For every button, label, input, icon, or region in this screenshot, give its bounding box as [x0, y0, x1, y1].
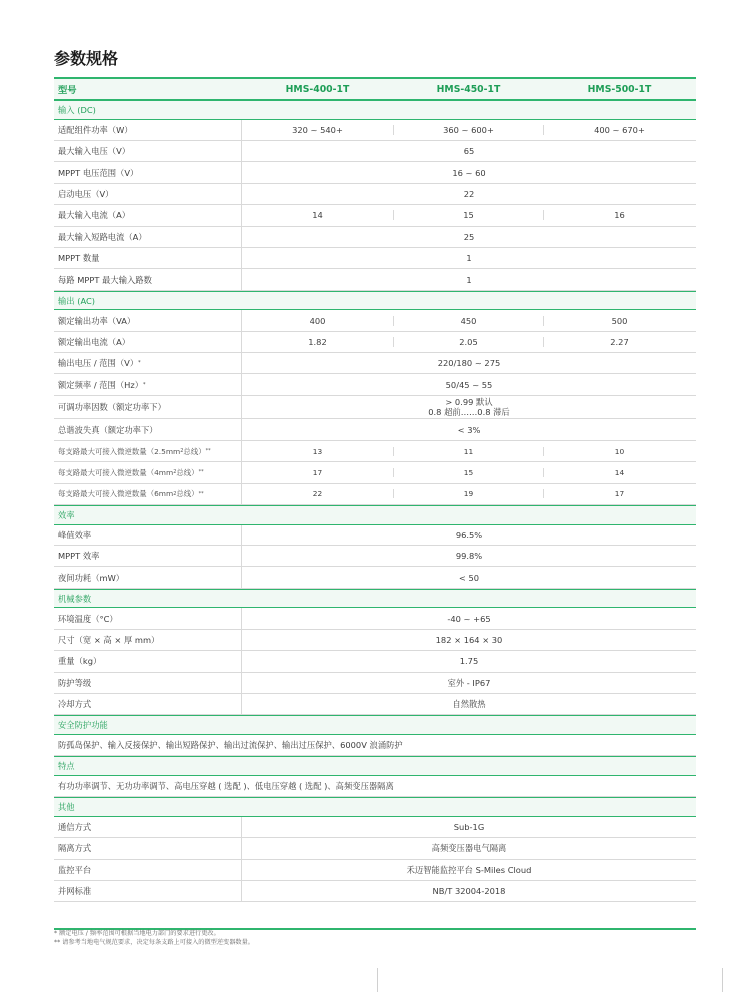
superscript: 2: [173, 469, 177, 476]
power-factor-line1: > 0.99 默认: [445, 397, 493, 408]
row-value: 16: [614, 210, 625, 221]
row-label: 并网标准: [54, 881, 242, 901]
row-value: 220/180 ~ 275: [437, 358, 501, 369]
row-value: 182 × 164 × 30: [435, 634, 503, 645]
row-value: 1: [466, 253, 472, 264]
row-label: [54, 484, 242, 504]
row-value: 17: [614, 489, 625, 499]
row-label: 冷却方式: [54, 694, 242, 714]
row-value: 2.05: [393, 337, 544, 347]
table-row: [54, 525, 696, 546]
table-row: [54, 184, 696, 205]
row-value: 14: [312, 210, 323, 221]
row-value: 22: [463, 188, 475, 199]
footnote-mark: **: [198, 469, 204, 476]
row-label-text: 总线）: [183, 446, 206, 456]
table-row: [54, 484, 696, 505]
row-label: [54, 353, 242, 373]
row-label: MPPT 数量: [54, 248, 242, 268]
superscript: 2: [180, 448, 184, 455]
model-hms-500: HMS-500-1T: [587, 83, 652, 95]
section-mechanical: [54, 589, 696, 609]
table-header-row: [54, 77, 696, 100]
row-value: 96.5%: [455, 529, 483, 540]
table-row: [54, 227, 696, 248]
row-value: 1.75: [459, 656, 479, 667]
row-label: 环境温度（°C）: [54, 608, 242, 628]
row-label: 每路 MPPT 最大输入路数: [54, 269, 242, 289]
table-row: [54, 419, 696, 440]
table-row: [54, 269, 696, 290]
page-title: 参数规格: [54, 49, 119, 68]
row-value: 高频变压器电气隔离: [431, 843, 507, 854]
row-value: 1: [466, 274, 472, 285]
features-text: 有功功率调节、无功功率调节、高电压穿越 ( 选配 )、低电压穿越 ( 选配 )、高频变压器隔离: [58, 781, 394, 792]
section-features: [54, 756, 696, 776]
row-value: 10: [614, 446, 625, 456]
row-value: 室外 - IP67: [447, 677, 491, 688]
section-title: 输入 (DC): [58, 104, 96, 115]
row-label: [54, 441, 242, 461]
row-value: 15: [393, 210, 544, 220]
row-value: < 50: [458, 572, 480, 583]
section-efficiency: [54, 505, 696, 525]
row-value: [242, 397, 696, 417]
table-row: [54, 396, 696, 420]
row-value: 360 ~ 600+: [393, 125, 544, 135]
row-label: 防护等级: [54, 673, 242, 693]
table-row: [54, 817, 696, 838]
table-row: [54, 881, 696, 902]
row-label: 通信方式: [54, 817, 242, 837]
row-value: 14: [614, 467, 625, 477]
table-row: [54, 735, 696, 756]
table-row: [54, 462, 696, 483]
row-value: -40 ~ +65: [447, 613, 491, 624]
table-row: [54, 310, 696, 331]
table-row: [54, 630, 696, 651]
power-factor-line2: 0.8 超前……0.8 滞后: [428, 407, 510, 418]
table-row: [54, 374, 696, 395]
row-value: 400 ~ 670+: [594, 124, 645, 135]
page-divider: [722, 968, 723, 992]
model-label: 型号: [58, 85, 77, 96]
section-input: [54, 100, 696, 120]
row-value: 11: [393, 447, 544, 456]
row-label: 夜间功耗（mW）: [54, 567, 242, 587]
footnote: ** 请参考当地电气规范要求，决定每条支路上可接入的微型逆变器数量。: [54, 938, 254, 946]
table-row: [54, 205, 696, 226]
footnote-mark: *: [138, 360, 141, 367]
row-value: 450: [393, 316, 544, 326]
row-label: 峰值效率: [54, 525, 242, 545]
row-label-text: 总线）: [176, 467, 199, 477]
row-value: 1.82: [308, 336, 327, 347]
row-value: 65: [463, 146, 475, 157]
footnote-mark: **: [198, 490, 204, 497]
safety-functions-text: 防孤岛保护、输入反接保护、输出短路保护、输出过流保护、输出过压保护、6000V 浪涌防护: [58, 740, 403, 751]
spec-table: [54, 77, 696, 902]
section-title: 输出 (AC): [58, 295, 96, 306]
row-value: 50/45 ~ 55: [445, 379, 493, 390]
footnotes: [54, 930, 696, 947]
table-row: [54, 546, 696, 567]
row-label: 尺寸（宽 × 高 × 厚 mm）: [54, 630, 242, 650]
table-row: [54, 353, 696, 374]
row-value: 500: [611, 315, 628, 326]
table-row: [54, 120, 696, 141]
row-label: 监控平台: [54, 860, 242, 880]
row-label: 最大输入短路电流（A）: [54, 227, 242, 247]
row-label: MPPT 效率: [54, 546, 242, 566]
table-row: [54, 673, 696, 694]
section-title: 效率: [58, 509, 75, 520]
table-row: [54, 248, 696, 269]
table-row: [54, 860, 696, 881]
row-label: 隔离方式: [54, 838, 242, 858]
model-hms-450: HMS-450-1T: [436, 83, 501, 95]
section-safety: [54, 715, 696, 735]
table-row: [54, 838, 696, 859]
row-value: 自然散热: [452, 699, 486, 710]
row-label: 额定输出功率（VA）: [54, 310, 242, 330]
row-value: 25: [463, 231, 475, 242]
table-row: [54, 332, 696, 353]
row-value: 禾迈智能监控平台 S-Miles Cloud: [406, 864, 532, 875]
row-label-text: 每支路最大可接入微逆数量（4mm: [58, 467, 174, 477]
row-value: 2.27: [610, 336, 629, 347]
row-value: 22: [312, 489, 323, 499]
row-label: 最大输入电流（A）: [54, 205, 242, 225]
row-value: Sub-1G: [453, 822, 485, 833]
row-label: [54, 374, 242, 394]
superscript: 2: [173, 490, 177, 497]
footnote: * 额定电压 / 频率范围可根据当地电力部门的要求进行更改。: [54, 930, 220, 937]
table-row: [54, 608, 696, 629]
table-row: [54, 162, 696, 183]
row-label: 适配组件功率（W）: [54, 120, 242, 140]
row-label: 额定输出电流（A）: [54, 332, 242, 352]
section-title: 机械参数: [58, 593, 92, 604]
row-label: [54, 462, 242, 482]
footnote-mark: *: [143, 381, 146, 388]
row-value: 16 ~ 60: [452, 167, 486, 178]
row-label-text: 总线）: [176, 489, 199, 499]
footnote-mark: **: [205, 448, 211, 455]
table-row: [54, 651, 696, 672]
row-label: 启动电压（V）: [54, 184, 242, 204]
row-label: 重量（kg）: [54, 651, 242, 671]
row-value: 99.8%: [455, 551, 483, 562]
row-label: 可调功率因数（额定功率下）: [54, 396, 242, 419]
page-divider: [377, 968, 378, 992]
section-other: [54, 797, 696, 817]
row-label-text: 每支路最大可接入微逆数量（2.5mm: [58, 446, 181, 456]
section-title: 特点: [58, 761, 75, 772]
row-label-text: 额定频率 / 范围（Hz）: [58, 379, 144, 390]
table-row: [54, 567, 696, 588]
table-row: [54, 694, 696, 715]
row-value: 17: [312, 467, 323, 477]
row-value: 320 ~ 540+: [292, 124, 343, 135]
row-value: 15: [393, 468, 544, 477]
row-label-text: 输出电压 / 范围（V）: [58, 358, 139, 369]
table-row: [54, 441, 696, 462]
model-hms-400: HMS-400-1T: [285, 83, 350, 95]
section-title: 安全防护功能: [58, 720, 108, 731]
row-value: 13: [312, 446, 323, 456]
row-label: MPPT 电压范围（V）: [54, 162, 242, 182]
table-row: [54, 776, 696, 797]
row-value: 400: [309, 315, 326, 326]
row-value: 19: [393, 489, 544, 498]
table-row: [54, 141, 696, 162]
section-title: 其他: [58, 802, 75, 813]
row-value: < 3%: [457, 424, 481, 435]
row-value: NB/T 32004-2018: [432, 886, 506, 897]
section-output: [54, 291, 696, 311]
row-label-text: 每支路最大可接入微逆数量（6mm: [58, 489, 174, 499]
row-label: 总谐波失真（额定功率下）: [54, 419, 242, 439]
row-label: 最大输入电压（V）: [54, 141, 242, 161]
